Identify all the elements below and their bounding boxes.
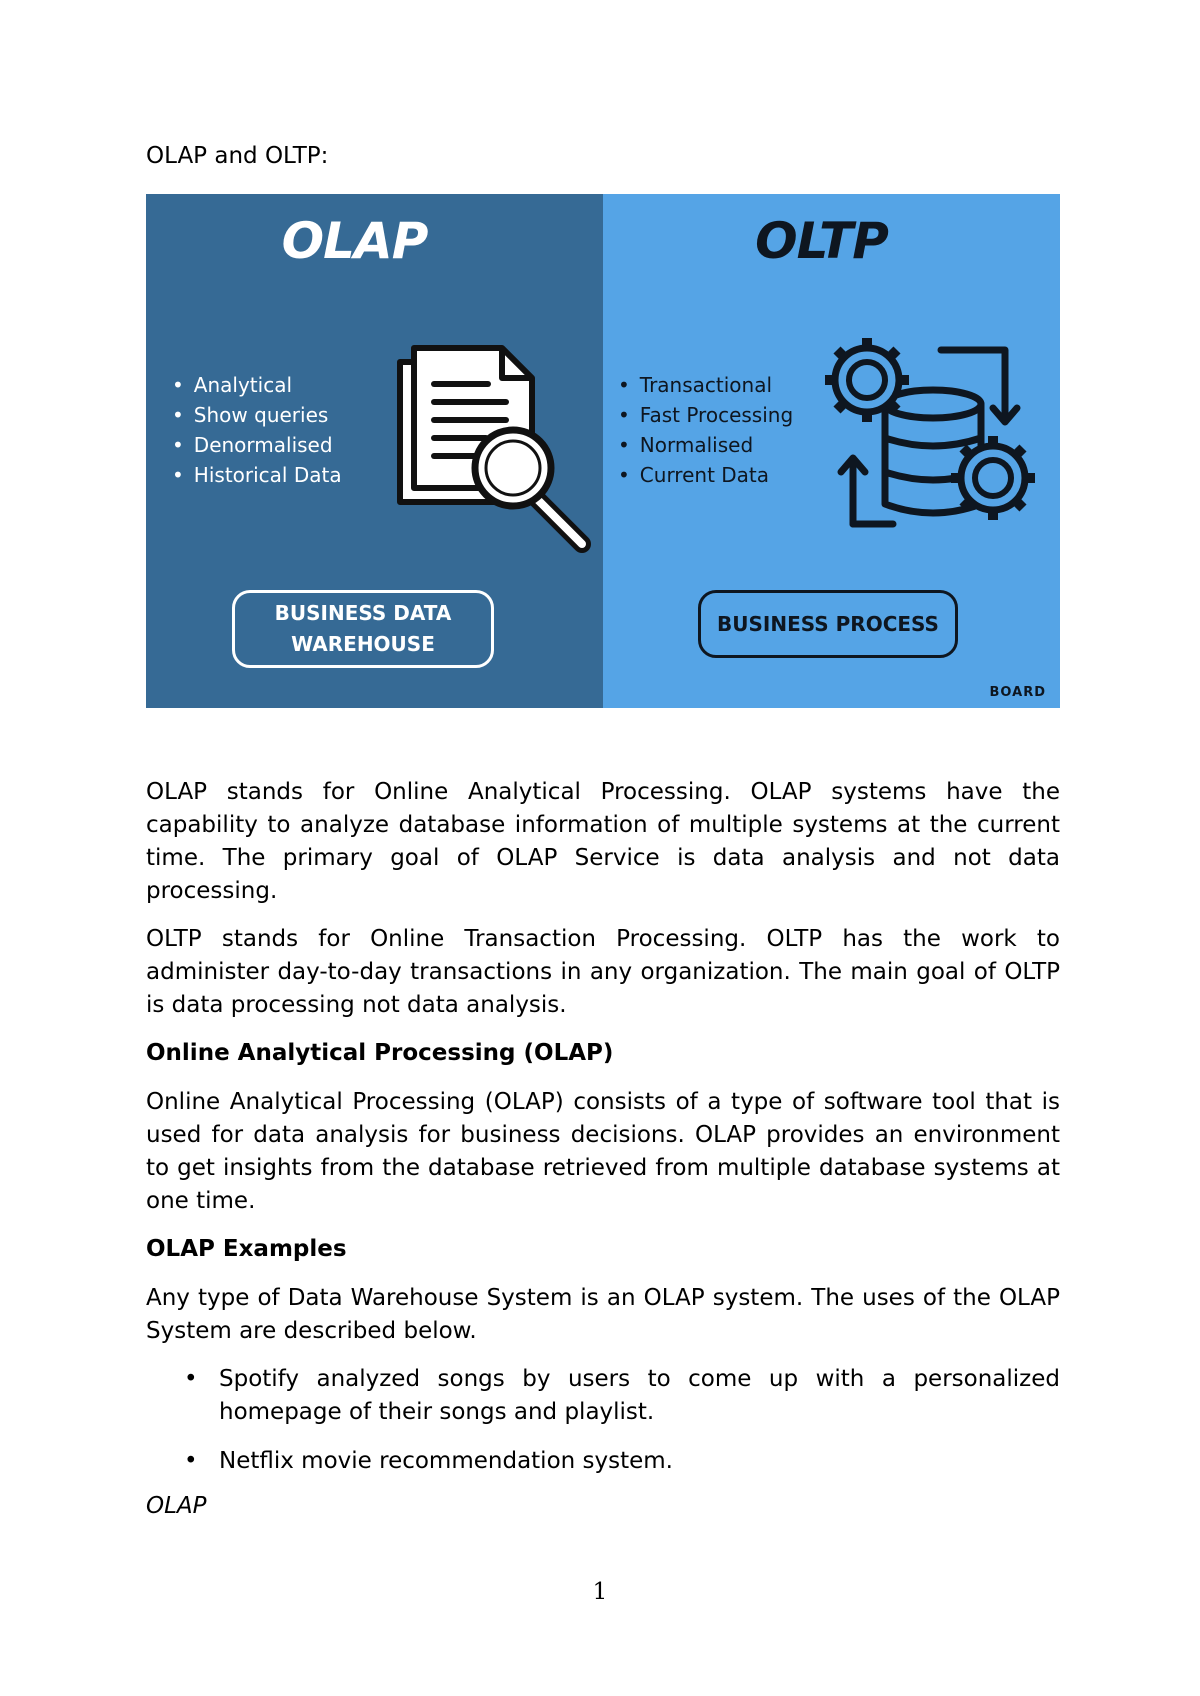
olap-section-paragraph: Online Analytical Processing (OLAP) consists of a type of software tool that is used for data analysis for business decisions. OLAP provides an environment to get insights from the database retrieved from multiple database systems at one time. xyxy=(146,1089,1060,1214)
oltp-bullet: • Transactional xyxy=(618,370,793,400)
intro-line: OLAP and OLTP: xyxy=(146,143,329,169)
olap-bullet-list xyxy=(172,370,342,490)
olap-bullet: • Show queries xyxy=(172,400,342,430)
olap-panel xyxy=(146,194,603,708)
oltp-bullet: • Normalised xyxy=(618,430,793,460)
list-item: • Netflix movie recommendation system. xyxy=(146,1445,1060,1478)
business-data-warehouse-badge xyxy=(232,590,494,668)
olap-examples-list xyxy=(146,1363,1060,1478)
badge-line: WAREHOUSE xyxy=(291,632,435,656)
olap-bullet: • Historical Data xyxy=(172,460,342,490)
oltp-bullet: • Fast Processing xyxy=(618,400,793,430)
list-item: • Spotify analyzed songs by users to come up with a personalized homepage of their songs and playlist. xyxy=(146,1363,1060,1429)
database-gears-icon xyxy=(823,336,1043,548)
oltp-bullet: • Current Data xyxy=(618,460,793,490)
olap-section-heading: Online Analytical Processing (OLAP) xyxy=(146,1040,614,1066)
olap-examples-paragraph: Any type of Data Warehouse System is an OLAP system. The uses of the OLAP System are described below. xyxy=(146,1285,1060,1344)
badge-line: BUSINESS DATA xyxy=(274,601,452,625)
olap-oltp-figure xyxy=(146,194,1060,708)
trailing-olap-label: OLAP xyxy=(146,1493,207,1519)
olap-examples-heading: OLAP Examples xyxy=(146,1236,347,1262)
document-magnifier-icon xyxy=(396,344,601,554)
oltp-title: OLTP xyxy=(755,212,888,270)
oltp-bullet-list xyxy=(618,370,793,490)
olap-title: OLAP xyxy=(281,212,428,270)
board-logo: BOARD xyxy=(989,685,1046,700)
page-number: 1 xyxy=(592,1579,608,1605)
business-process-badge: BUSINESS PROCESS xyxy=(698,590,958,658)
olap-bullet: • Analytical xyxy=(172,370,342,400)
olap-bullet: • Denormalised xyxy=(172,430,342,460)
oltp-definition-paragraph: OLTP stands for Online Transaction Processing. OLTP has the work to administer day-to-day transactions in any organization. The main goal of OLTP is data processing not data analysis. xyxy=(146,926,1060,1018)
olap-definition-paragraph: OLAP stands for Online Analytical Processing. OLAP systems have the capability to analyze database information of multiple systems at the current time. The primary goal of OLAP Service is data analysis and not data processing. xyxy=(146,779,1060,904)
oltp-panel xyxy=(603,194,1060,708)
